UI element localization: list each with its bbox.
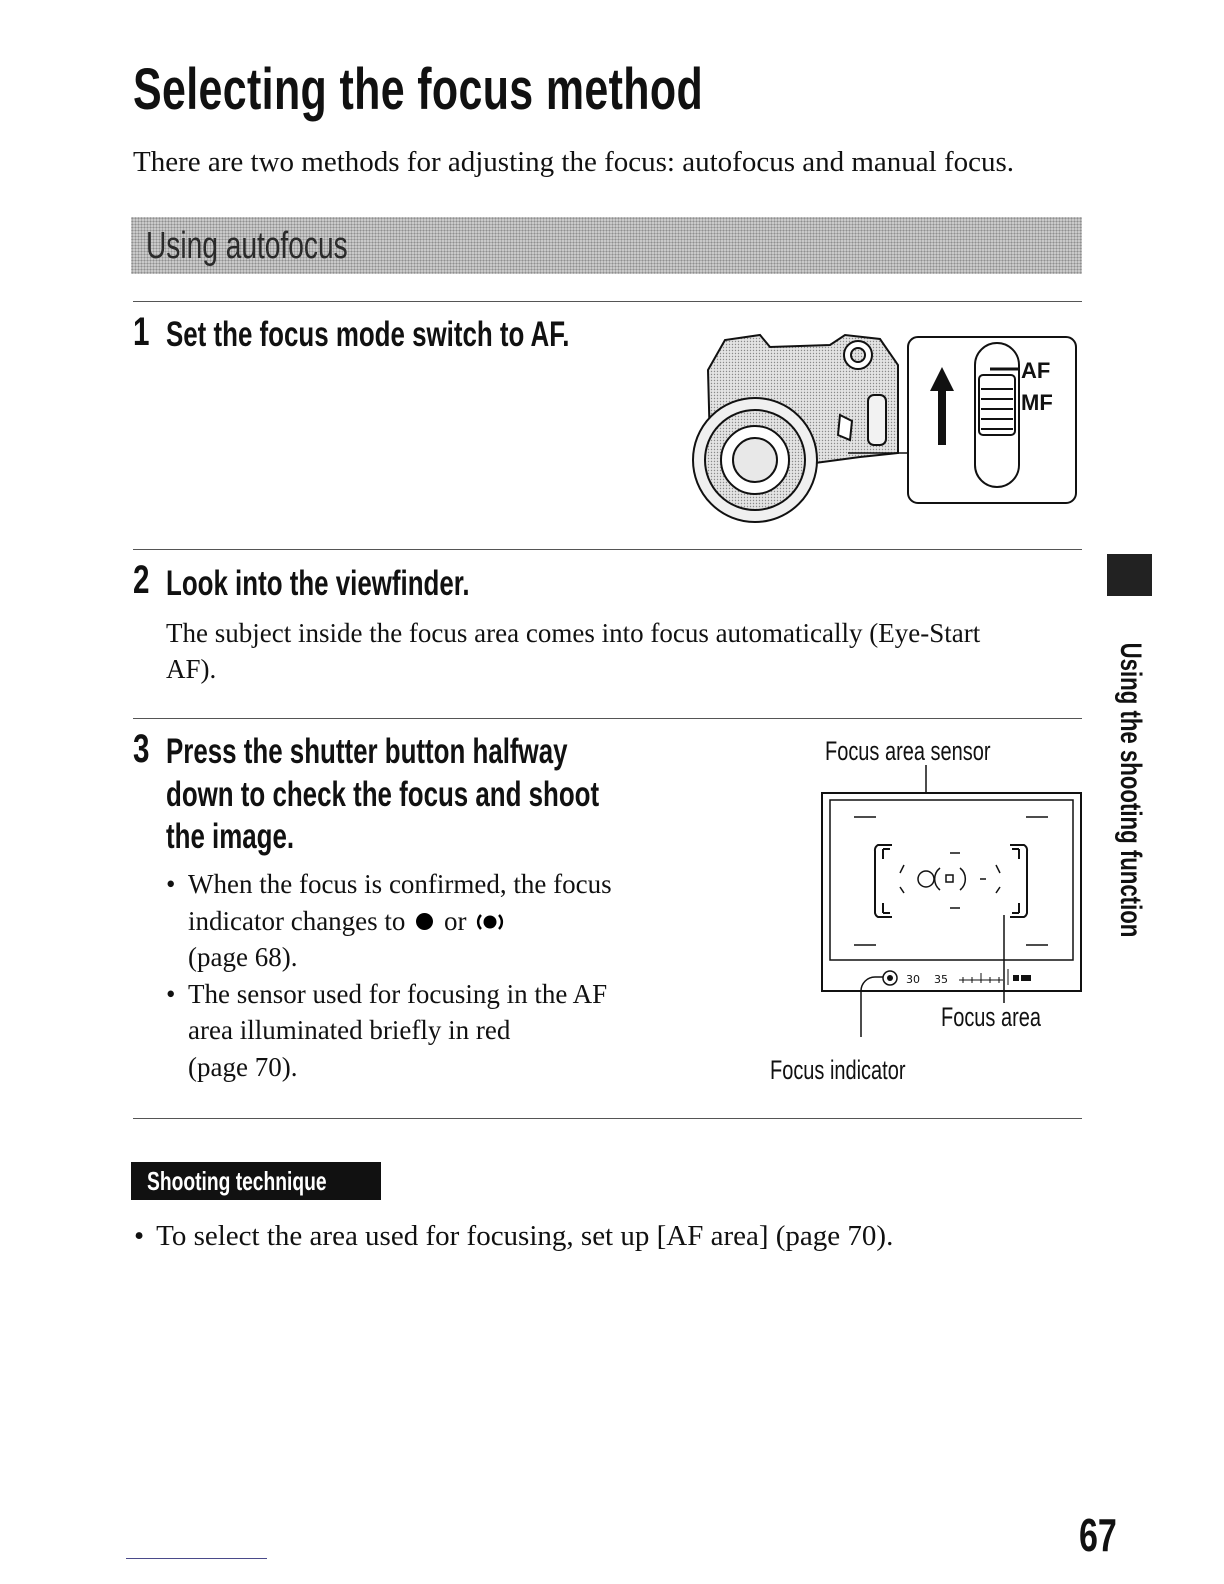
viewfinder-frame bbox=[822, 793, 1081, 991]
switch-label-af: AF bbox=[1021, 358, 1051, 383]
step-2-heading: Look into the viewfinder. bbox=[166, 564, 470, 603]
focus-confirmed-dot-icon bbox=[416, 913, 433, 930]
step-3-heading-line-3: the image. bbox=[166, 817, 295, 856]
list-item bbox=[166, 976, 686, 1086]
readout-shutter: 30 bbox=[906, 973, 920, 986]
shooting-technique-label: Shooting technique bbox=[147, 1166, 327, 1196]
step-2-number: 2 bbox=[133, 558, 150, 602]
step-2-body-line-1: The subject inside the focus area comes into focus automatically (Eye-Start bbox=[166, 618, 981, 648]
bullet-2-line-2: area illuminated briefly in red bbox=[188, 1015, 511, 1045]
shooting-technique-text: • To select the area used for focusing, set up [AF area] (page 70). bbox=[134, 1220, 894, 1252]
step-3-bullets bbox=[166, 866, 686, 1085]
section-header-label: Using autofocus bbox=[146, 225, 348, 267]
label-focus-area-sensor: Focus area sensor bbox=[825, 736, 991, 766]
chapter-tab-marker bbox=[1107, 554, 1152, 596]
viewfinder-diagram bbox=[820, 765, 1085, 1085]
chapter-tab-label: Using the shooting function bbox=[1114, 642, 1147, 938]
step-1-heading: Set the focus mode switch to AF. bbox=[166, 315, 570, 354]
step-3-heading-line-1: Press the shutter button halfway bbox=[166, 732, 568, 771]
shooting-technique-header bbox=[131, 1162, 381, 1200]
readout-aperture: 35 bbox=[934, 973, 948, 986]
divider bbox=[133, 301, 1082, 302]
divider bbox=[133, 549, 1082, 550]
step-2-body-line-2: AF). bbox=[166, 654, 217, 684]
footer-line bbox=[126, 1558, 267, 1559]
label-focus-area: Focus area bbox=[941, 1002, 1041, 1032]
bullet-2-line-1: The sensor used for focusing in the AF bbox=[188, 978, 608, 1009]
intro-text: There are two methods for adjusting the focus: autofocus and manual focus. bbox=[133, 146, 1015, 178]
bullet-1-line-1: When the focus is confirmed, the focus bbox=[188, 869, 612, 899]
section-header-autofocus bbox=[131, 217, 1082, 274]
continuous-focus-icon bbox=[473, 912, 507, 932]
page-number: 67 bbox=[1079, 1509, 1117, 1561]
divider bbox=[133, 718, 1082, 719]
step-3-heading-line-2: down to check the focus and shoot bbox=[166, 775, 600, 814]
bullet-1-line-3: (page 68). bbox=[188, 942, 298, 972]
switch-label-mf: MF bbox=[1021, 390, 1053, 415]
step-3-number: 3 bbox=[133, 727, 150, 771]
mode-indicator-icon bbox=[1013, 975, 1031, 981]
bullet-2-line-3: (page 70). bbox=[188, 1051, 298, 1082]
step-1-number: 1 bbox=[133, 310, 150, 354]
label-focus-indicator: Focus indicator bbox=[770, 1055, 906, 1085]
focus-mode-switch-icon bbox=[975, 343, 1019, 487]
camera-illustration bbox=[680, 325, 1090, 515]
divider bbox=[133, 1118, 1082, 1119]
bullet-1-line-2-or: or bbox=[443, 905, 467, 936]
list-item bbox=[166, 866, 686, 976]
page-title: Selecting the focus method bbox=[133, 57, 704, 122]
bullet-1-line-2-pre: indicator changes to bbox=[188, 905, 406, 936]
camera-body-icon bbox=[693, 335, 898, 522]
